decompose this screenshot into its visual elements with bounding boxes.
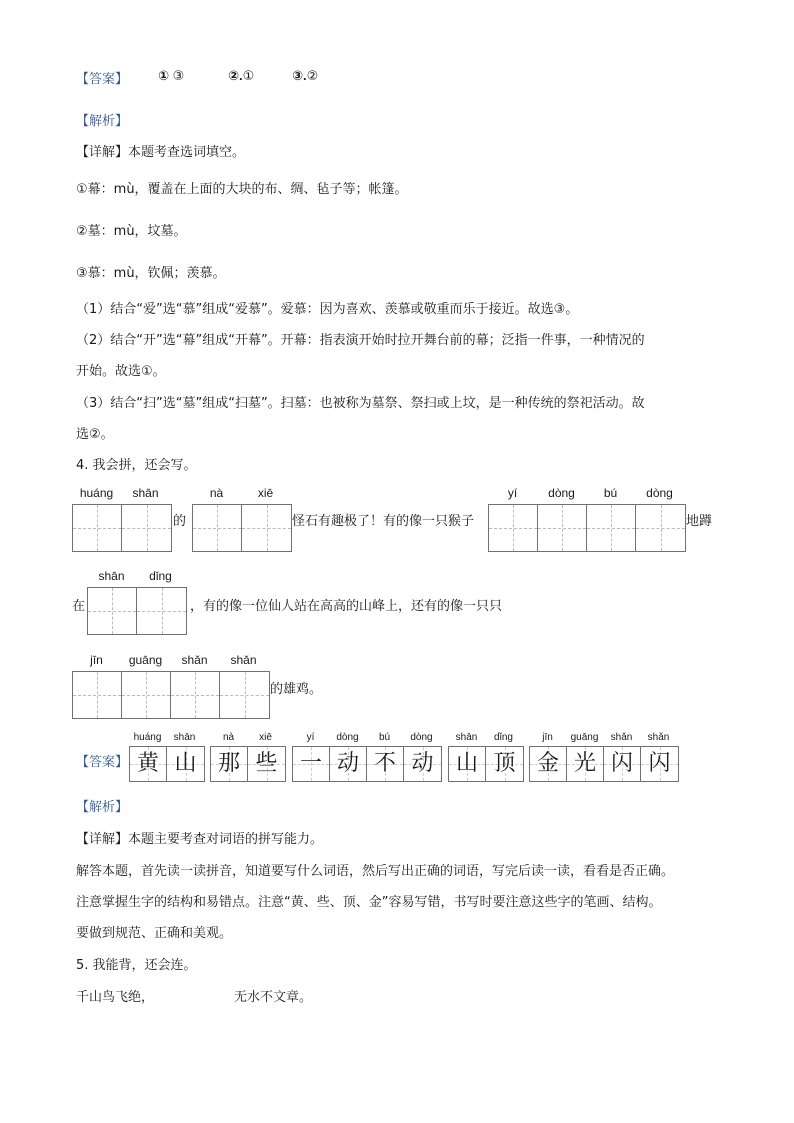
explain-3: （3）结合“扫”选“墓”组成“扫墓”。扫墓：也被称为墓祭、祭扫或上坟，是一种传统的祭祀活动。故 [76,396,645,411]
answer-char: 那 [211,747,248,781]
pinyin-ding: dǐng [149,569,172,583]
answer-pinyin: guāng [570,732,599,743]
question-4-title: 4. 我会拼，还会写。 [76,458,197,473]
answer-char: 动 [404,747,441,781]
definition-2: ②墓：mù，坟墓。 [76,224,187,239]
text-tail3: 的雄鸡。 [270,682,323,697]
pinyin-bu: bú [603,486,618,500]
poem-left: 千山鸟飞绝， [76,990,155,1005]
pinyin-dong-2: dòng [646,486,673,500]
definition-3: ③慕：mù，钦佩；羡慕。 [76,266,226,281]
writing-grid-huangshan[interactable] [72,504,172,552]
detail-line: 【详解】本题考查选词填空。 [76,145,246,160]
answer-pinyin: dòng [336,732,359,743]
answer-tag: 【答案】 [76,72,129,87]
answer-char: 些 [248,747,285,781]
text-mid1: 怪石有趣极了！有的像一只猴子 [292,514,475,529]
answer-pinyin: jīn [542,732,553,743]
text-zai: 在 [72,599,86,614]
answer-pinyin: dòng [410,732,433,743]
answer-char: 黄 [130,747,167,781]
answer-char: 一 [293,747,330,781]
answer-option-3: ③.② [292,68,319,83]
pinyin-huang: huáng [79,486,114,500]
writing-grid-yidongbudong[interactable] [488,504,686,552]
para-1: 解答本题，首先读一读拼音，知道要写什么词语，然后写出正确的词语，写完后读一读，看看是否正确。 [76,864,675,879]
definition-1: ①幕：mù，覆盖在上面的大块的布、绸、毡子等；帐篷。 [76,182,408,197]
text-de: 的 [173,514,187,529]
answer-tag-q4: 【答案】 [76,755,129,770]
answer-char: 顶 [486,747,523,781]
answer-pinyin: shān [455,732,478,743]
writing-grid-jinguangshanshan[interactable] [72,671,270,719]
answer-char: 不 [367,747,404,781]
pinyin-shan: shān [132,486,159,500]
text-tail1: 地蹲 [686,514,713,529]
answer-grid-4 [448,746,524,782]
answer-option-1: ① ③ [158,68,185,83]
explain-3-cont: 选②。 [76,427,114,442]
poem-right: 无水不文章。 [234,990,313,1005]
answer-char: 闪 [604,747,641,781]
analysis-tag: 【解析】 [76,114,129,129]
pinyin-guang: guāng [128,653,163,667]
answer-pinyin: bú [378,732,391,743]
pinyin-shan-3: shǎn [181,653,208,667]
answer-char: 山 [449,747,486,781]
pinyin-shan-2: shān [98,569,125,583]
answer-pinyin: dǐng [494,732,513,743]
para-2: 注意掌握生字的结构和易错点。注意“黄、些、顶、金”容易写错，书写时要注意这些字的笔画、结构。 [76,895,662,910]
pinyin-dong-1: dòng [548,486,575,500]
answer-grid-2 [210,746,286,782]
answer-grid-1 [129,746,205,782]
pinyin-shan-4: shǎn [230,653,257,667]
pinyin-yi: yí [507,486,518,500]
answer-grid-3 [292,746,442,782]
answer-char: 动 [330,747,367,781]
explain-2-cont: 开始。故选①。 [76,364,166,379]
text-mid2: ，有的像一位仙人站在高高的山峰上，还有的像一只只 [190,599,503,614]
writing-grid-shanding[interactable] [87,587,187,635]
answer-grid-5 [529,746,679,782]
question-5-title: 5. 我能背，还会连。 [76,958,197,973]
pinyin-xie: xiē [257,486,274,500]
explain-1: （1）结合“爱”选“慕”组成“爱慕”。爱慕：因为喜欢、羡慕或敬重而乐于接近。故选③。 [76,302,579,317]
answer-pinyin: nà [222,732,235,743]
answer-pinyin: huáng [133,732,162,743]
answer-pinyin: shǎn [647,732,670,743]
answer-char: 山 [167,747,204,781]
answer-pinyin: yí [306,732,315,743]
answer-pinyin: shǎn [610,732,633,743]
answer-char: 金 [530,747,567,781]
answer-pinyin: xiē [259,732,272,743]
answer-char: 光 [567,747,604,781]
pinyin-na: nà [209,486,224,500]
answer-char: 闪 [641,747,678,781]
answer-option-2: ②.① [228,68,255,83]
explain-2: （2）结合“开”选“幕”组成“开幕”。开幕：指表演开始时拉开舞台前的幕；泛指一件事，一种情况的 [76,333,645,348]
answer-pinyin: shān [173,732,196,743]
para-3: 要做到规范、正确和美观。 [76,926,233,941]
analysis-tag-q4: 【解析】 [76,800,129,815]
writing-grid-naxie[interactable] [192,504,292,552]
pinyin-jin: jīn [90,653,103,667]
detail-line-q4: 【详解】本题主要考查对词语的拼写能力。 [76,832,324,847]
